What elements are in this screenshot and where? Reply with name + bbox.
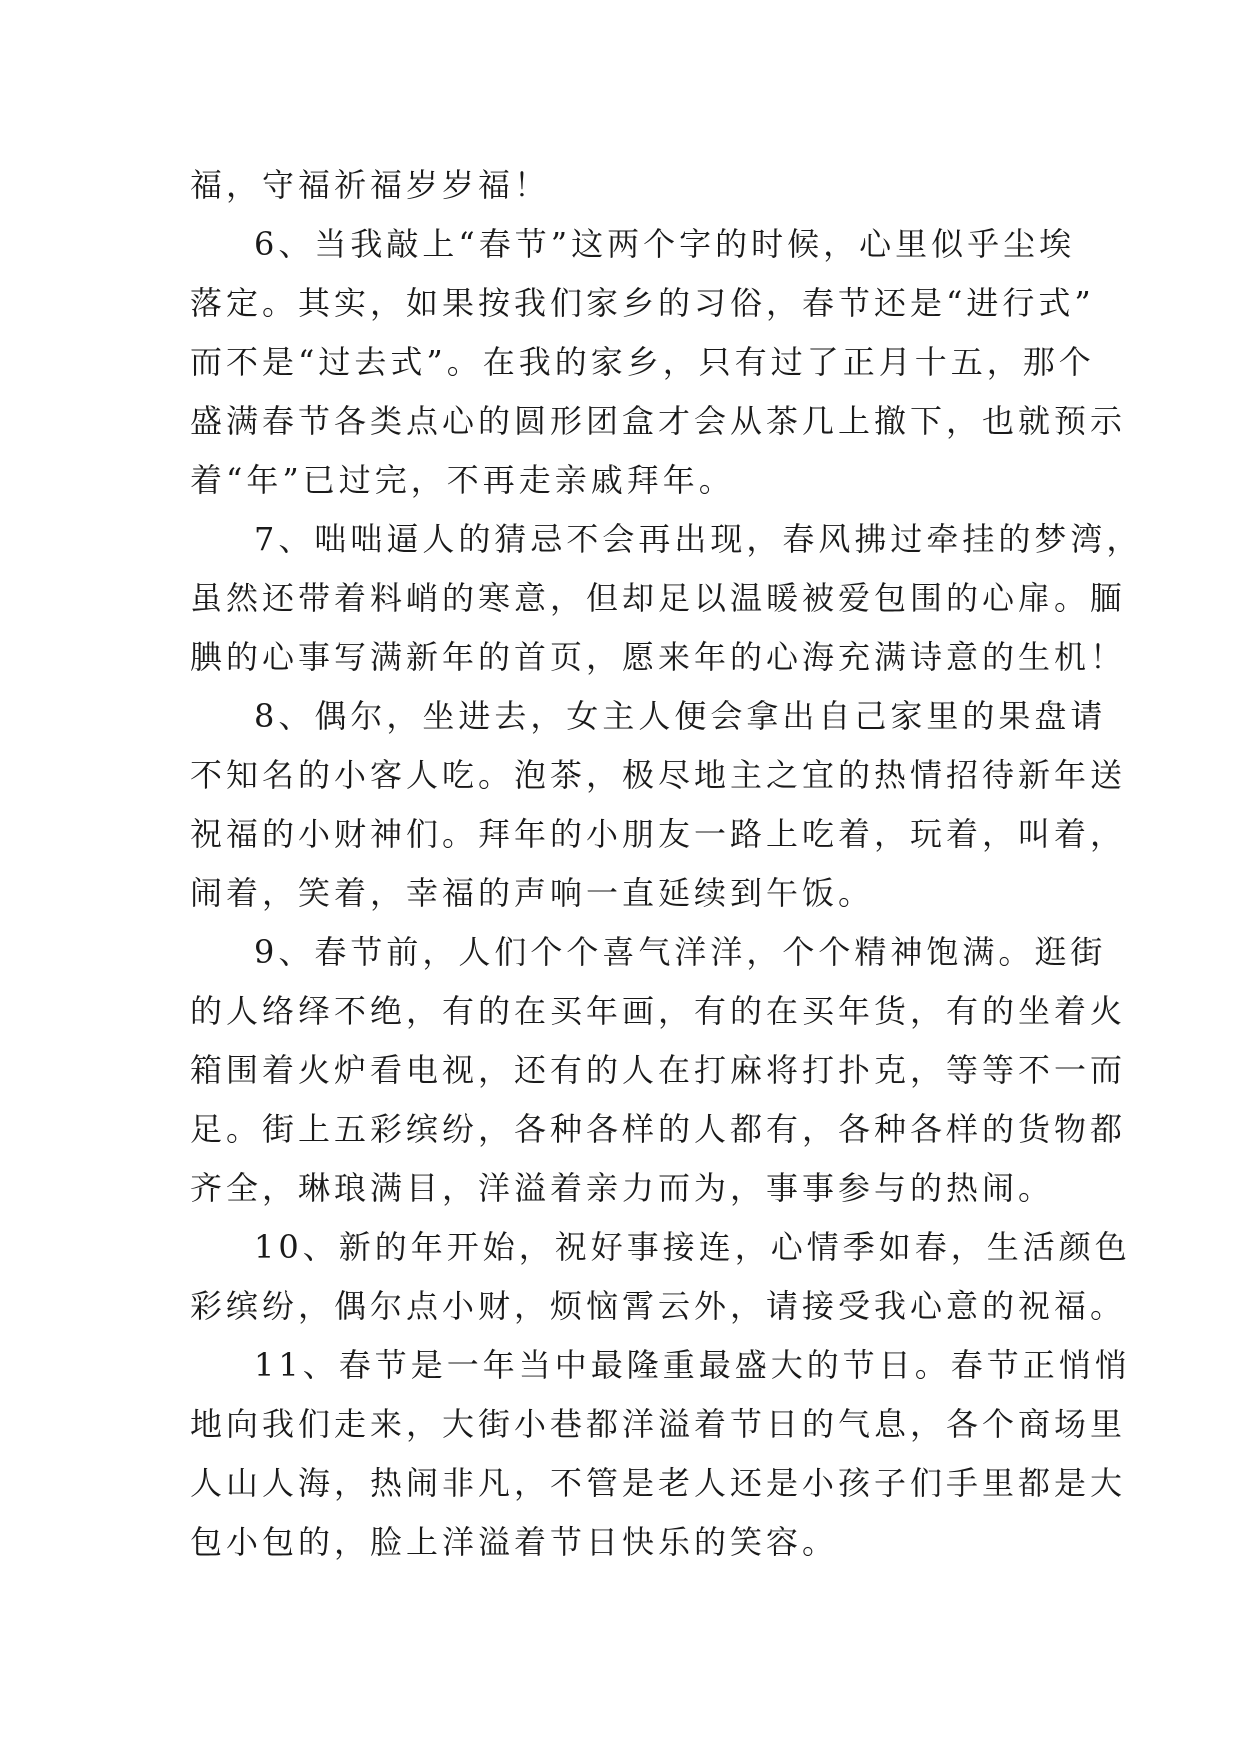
text-line: 落定。其实，如果按我们家乡的习俗，春节还是“进行式”: [190, 284, 1095, 322]
text-line: 地向我们走来，大街小巷都洋溢着节日的气息，各个商场里: [190, 1405, 1127, 1443]
text-line: 腆的心事写满新年的首页，愿来年的心海充满诗意的生机！: [190, 638, 1127, 676]
text-line: 11、春节是一年当中最隆重最盛大的节日。春节正悄悄: [254, 1346, 1131, 1384]
text-line: 足。街上五彩缤纷，各种各样的人都有，各种各样的货物都: [190, 1110, 1127, 1148]
text-line: 9、春节前，人们个个喜气洋洋，个个精神饱满。逛街: [254, 933, 1107, 971]
text-line: 包小包的，脸上洋溢着节日快乐的笑容。: [190, 1523, 839, 1561]
text-line: 彩缤纷，偶尔点小财，烦恼霄云外，请接受我心意的祝福。: [190, 1287, 1127, 1325]
text-line: 虽然还带着料峭的寒意，但却足以温暖被爱包围的心扉。腼: [190, 579, 1127, 617]
text-line: 祝福的小财神们。拜年的小朋友一路上吃着，玩着，叫着，: [190, 815, 1127, 853]
text-line: 7、咄咄逼人的猜忌不会再出现，春风拂过牵挂的梦湾，: [254, 520, 1143, 558]
text-line: 盛满春节各类点心的圆形团盒才会从茶几上撤下，也就预示: [190, 402, 1127, 440]
text-line: 6、当我敲上“春节”这两个字的时候，心里似乎尘埃: [254, 225, 1076, 263]
text-line: 福，守福祈福岁岁福！: [190, 166, 551, 204]
text-line: 而不是“过去式”。在我的家乡，只有过了正月十五，那个: [190, 343, 1095, 381]
text-line: 箱围着火炉看电视，还有的人在打麻将打扑克，等等不一而: [190, 1051, 1127, 1089]
text-line: 的人络绎不绝，有的在买年画，有的在买年货，有的坐着火: [190, 992, 1127, 1030]
text-line: 不知名的小客人吃。泡茶，极尽地主之宜的热情招待新年送: [190, 756, 1127, 794]
text-line: 人山人海，热闹非凡，不管是老人还是小孩子们手里都是大: [190, 1464, 1127, 1502]
text-line: 8、偶尔，坐进去，女主人便会拿出自己家里的果盘请: [254, 697, 1107, 735]
document-body: [190, 156, 1143, 1572]
text-line: 齐全，琳琅满目，洋溢着亲力而为，事事参与的热闹。: [190, 1169, 1055, 1207]
text-line: 10、新的年开始，祝好事接连，心情季如春，生活颜色: [254, 1228, 1131, 1266]
text-line: 着“年”已过完，不再走亲戚拜年。: [190, 461, 735, 499]
text-line: 闹着，笑着，幸福的声响一直延续到午饭。: [190, 874, 875, 912]
